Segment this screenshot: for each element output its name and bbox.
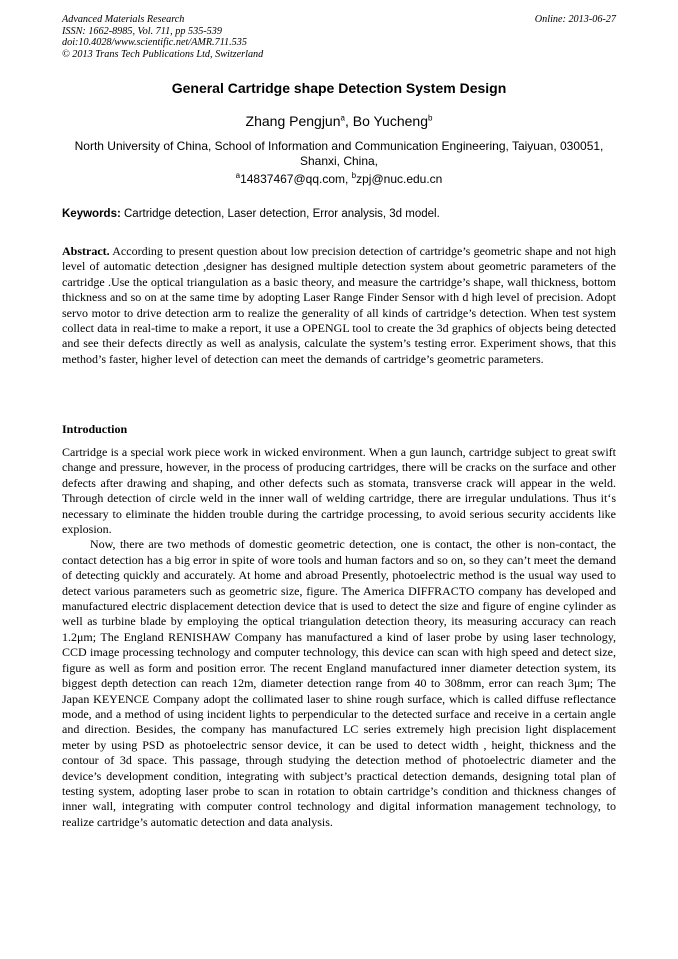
affiliation-line: North University of China, School of Information and Communication Engineering, Taiyuan, 030051,	[74, 139, 604, 153]
affiliation	[62, 139, 616, 169]
author-name: Zhang Pengjun	[245, 113, 341, 129]
section-heading-introduction: Introduction	[62, 422, 128, 436]
author-line	[62, 113, 616, 129]
keywords	[62, 208, 616, 220]
abstract-label: Abstract.	[62, 244, 110, 258]
paper-title: General Cartridge shape Detection System Design	[171, 80, 507, 96]
body-paragraph: Cartridge is a special work piece work in wicked environment. When a gun launch, cartridge subject to great swift change and pressure, however, in the process of producing cartridges, there will be cracks on the surface and other defects after drawing and shaping, and other defects such as stomata, transverse crack will appear in the weld. Through detection of circle weld in the inner wall of welding cartridge, there are irregular undulations. Thus it‘s necessary to eliminate the hidden trouble during the cartridge processing, to avoid serious security accidents like explosion.	[62, 445, 616, 537]
keywords-text: Cartridge detection, Laser detection, Error analysis, 3d model.	[120, 208, 440, 220]
author-separator: ,	[344, 113, 353, 129]
issn-line: ISSN: 1662-8985, Vol. 711, pp 535-539	[62, 25, 222, 37]
author-emails	[62, 172, 616, 186]
introduction-body	[62, 445, 616, 830]
email-superscript: b	[351, 171, 357, 180]
author-email: 14837467@qq.com,	[240, 172, 352, 186]
abstract-text: According to present question about low precision detection of cartridge’s geometric shape and not high level of automatic detection ,designer has designed multiple detection system about geometric parameters of the cartridge .Use the optical triangulation as a basic theory, and measure the cartridge’s shape, wall thickness, bottom thickness and so on at the same time by adopting Laser Range Finder Sensor with d high level of precision. Adopt servo motor to drive detection arm to realize the generality of all kinds of cartridge’s detection. When test system collect data in real-time to make a report, it use a OPENGL tool to create the 3d graphics of objects being detected and see their defects directly as well as analysis, calculate the system’s testing error. Experiment shows, that this method’s faster, higher level of detection can meet the demands of cartridge’s geometric parameters.	[62, 244, 616, 366]
copyright-line: © 2013 Trans Tech Publications Ltd, Switzerland	[62, 48, 264, 60]
body-paragraph: Now, there are two methods of domestic geometric detection, one is contact, the other is non-contact, the contact detection has a big error in spite of wore tools and human factors and so on, so they can’t meet the demand of detecting quickly and accurately. At home and abroad Presently, photoelectric method is the usual way used to detect various parameters such as geometric size, figure. The America DIFFRACTO company has developed and manufactured electric displacement detection device that is used to detect the size and figure of engine cylinder as well as turbine blade by employing the optical triangulation detection theory, its measuring accuracy can reach 1.2μm; The England RENISHAW Company has manufactured a kind of laser probe by using laser technology, CCD image processing technology and computer technology, this device can scan with high speed and detect size, figure as well as form and position error. The recent England manufactured inner diameter detection system, its biggest depth detection can reach 12m, diameter detection range from 40 to 308mm, error can reach 3μm; The Japan KEYENCE Company adopt the collimated laser to shine rough surface, which is called diffuse reflectance mode, and a method of using incident lights to perpendicular to the detected surface and receive in a certain angle and direction. Besides, the company has manufactured LC series extremely high precision light displacement meter by using PSD as photoelectric sensor device, it can be used to detect width , height, thickness and the contour of 3d space. This passage, through studying the detection method of photoelectric diameter and the device’s development condition, integrating with subject’s practical detection demands, designing total plan of testing system, adopting laser probe to scan in rotation to obtain cartridge’s condition and thickness changes of inner wall, integrating with computer control technology and digital information management technology, to realize cartridge’s automatic detection and data analysis.	[62, 537, 616, 829]
author-email: zpj@nuc.edu.cn	[356, 172, 443, 186]
author-superscript: a	[340, 113, 345, 123]
abstract	[62, 244, 616, 367]
doi-line: doi:10.4028/www.scientific.net/AMR.711.535	[62, 37, 247, 49]
keywords-label: Keywords:	[62, 208, 121, 220]
email-superscript: a	[235, 171, 241, 180]
journal-header	[62, 14, 616, 60]
online-date: Online: 2013-06-27	[534, 14, 616, 25]
author-name: Bo Yucheng	[352, 113, 428, 129]
journal-name: Advanced Materials Research	[62, 14, 185, 25]
affiliation-line: Shanxi, China,	[299, 154, 379, 168]
author-superscript: b	[428, 113, 433, 123]
